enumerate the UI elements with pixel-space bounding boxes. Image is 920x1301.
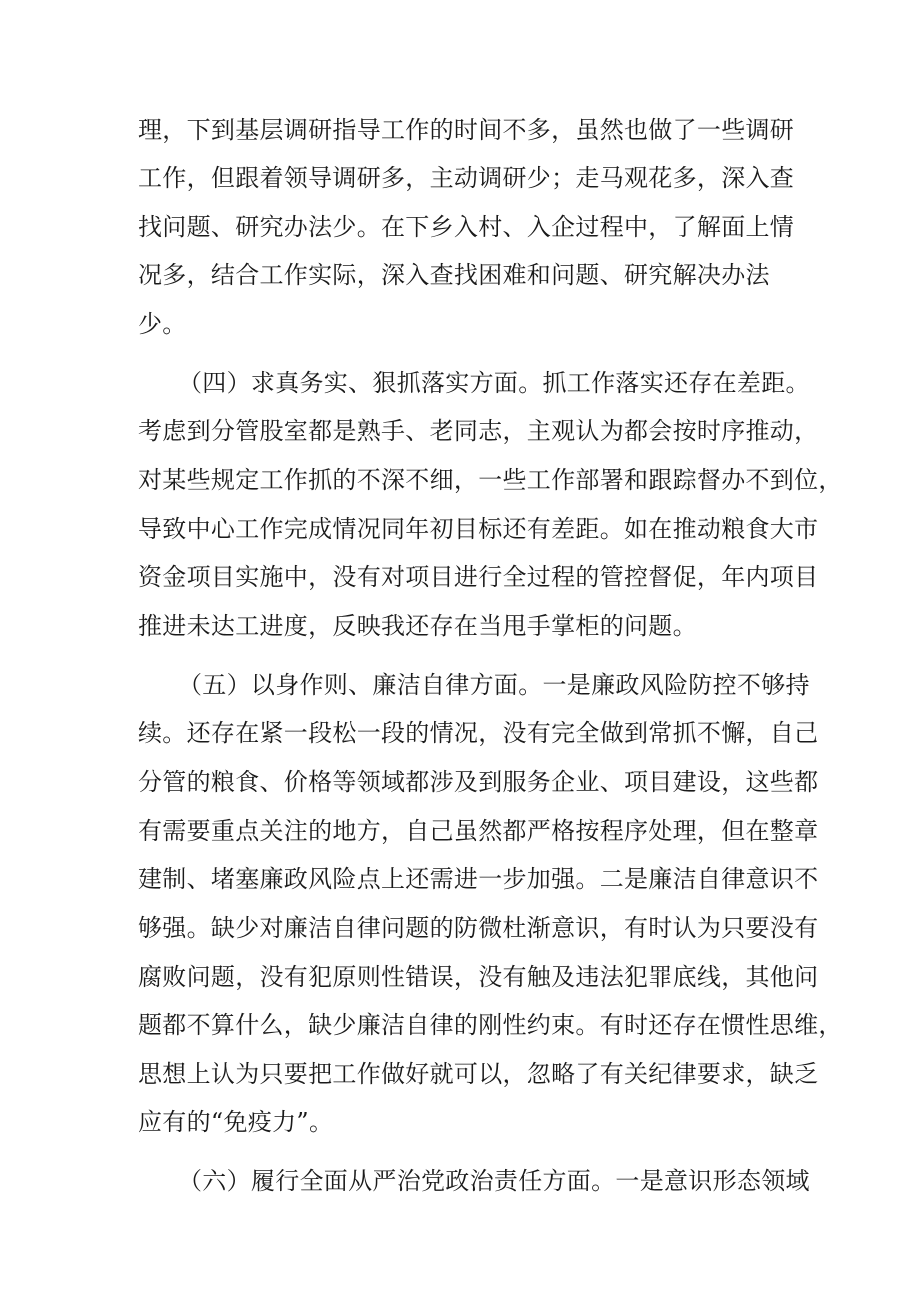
paragraph-heading-line: （五）以身作则、廉洁自律方面。一是廉政风险防控不够持: [178, 671, 810, 699]
paragraph-heading-line: （六）履行全面从严治党政治责任方面。一是意识形态领域: [178, 1167, 810, 1195]
text-line: 资金项目实施中，没有对项目进行全过程的管控督促，年内项目: [138, 563, 819, 591]
text-line: 够强。缺少对廉洁自律问题的防微杜渐意识，有时认为只要没有: [138, 914, 819, 942]
text-line: 续。还存在紧一段松一段的情况，没有完全做到常抓不懈，自己: [138, 719, 819, 747]
text-line: 题都不算什么，缺少廉洁自律的刚性约束。有时还存在惯性思维，: [138, 1011, 843, 1039]
text-line: 建制、堵塞廉政风险点上还需进一步加强。二是廉洁自律意识不: [138, 865, 819, 893]
text-line: 应有的“免疫力”。: [138, 1108, 334, 1136]
text-line: 推进未达工进度，反映我还存在当甩手掌柜的问题。: [138, 612, 697, 640]
text-line: 分管的粮食、价格等领域都涉及到服务企业、项目建设，这些都: [138, 768, 819, 796]
text-line: 考虑到分管股室都是熟手、老同志，主观认为都会按时序推动，: [138, 417, 819, 445]
text-line: 少。: [138, 310, 187, 338]
text-line: 导致中心工作完成情况同年初目标还有差距。如在推动粮食大市: [138, 515, 819, 543]
text-line: 工作，但跟着领导调研多，主动调研少；走马观花多，深入查: [138, 164, 795, 192]
text-line: 腐败问题，没有犯原则性错误，没有触及违法犯罪底线，其他问: [138, 963, 819, 991]
text-line: 对某些规定工作抓的不深不细，一些工作部署和跟踪督办不到位，: [138, 466, 843, 494]
text-line: 况多，结合工作实际，深入查找困难和问题、研究解决办法: [138, 261, 770, 289]
text-line: 理，下到基层调研指导工作的时间不多，虽然也做了一些调研: [138, 116, 795, 144]
text-line: 找问题、研究办法少。在下乡入村、入企过程中，了解面上情: [138, 213, 795, 241]
text-line: 有需要重点关注的地方，自己虽然都严格按程序处理，但在整章: [138, 817, 819, 845]
text-line: 思想上认为只要把工作做好就可以，忽略了有关纪律要求，缺乏: [138, 1060, 819, 1088]
paragraph-heading-line: （四）求真务实、狠抓落实方面。抓工作落实还存在差距。: [178, 369, 810, 397]
